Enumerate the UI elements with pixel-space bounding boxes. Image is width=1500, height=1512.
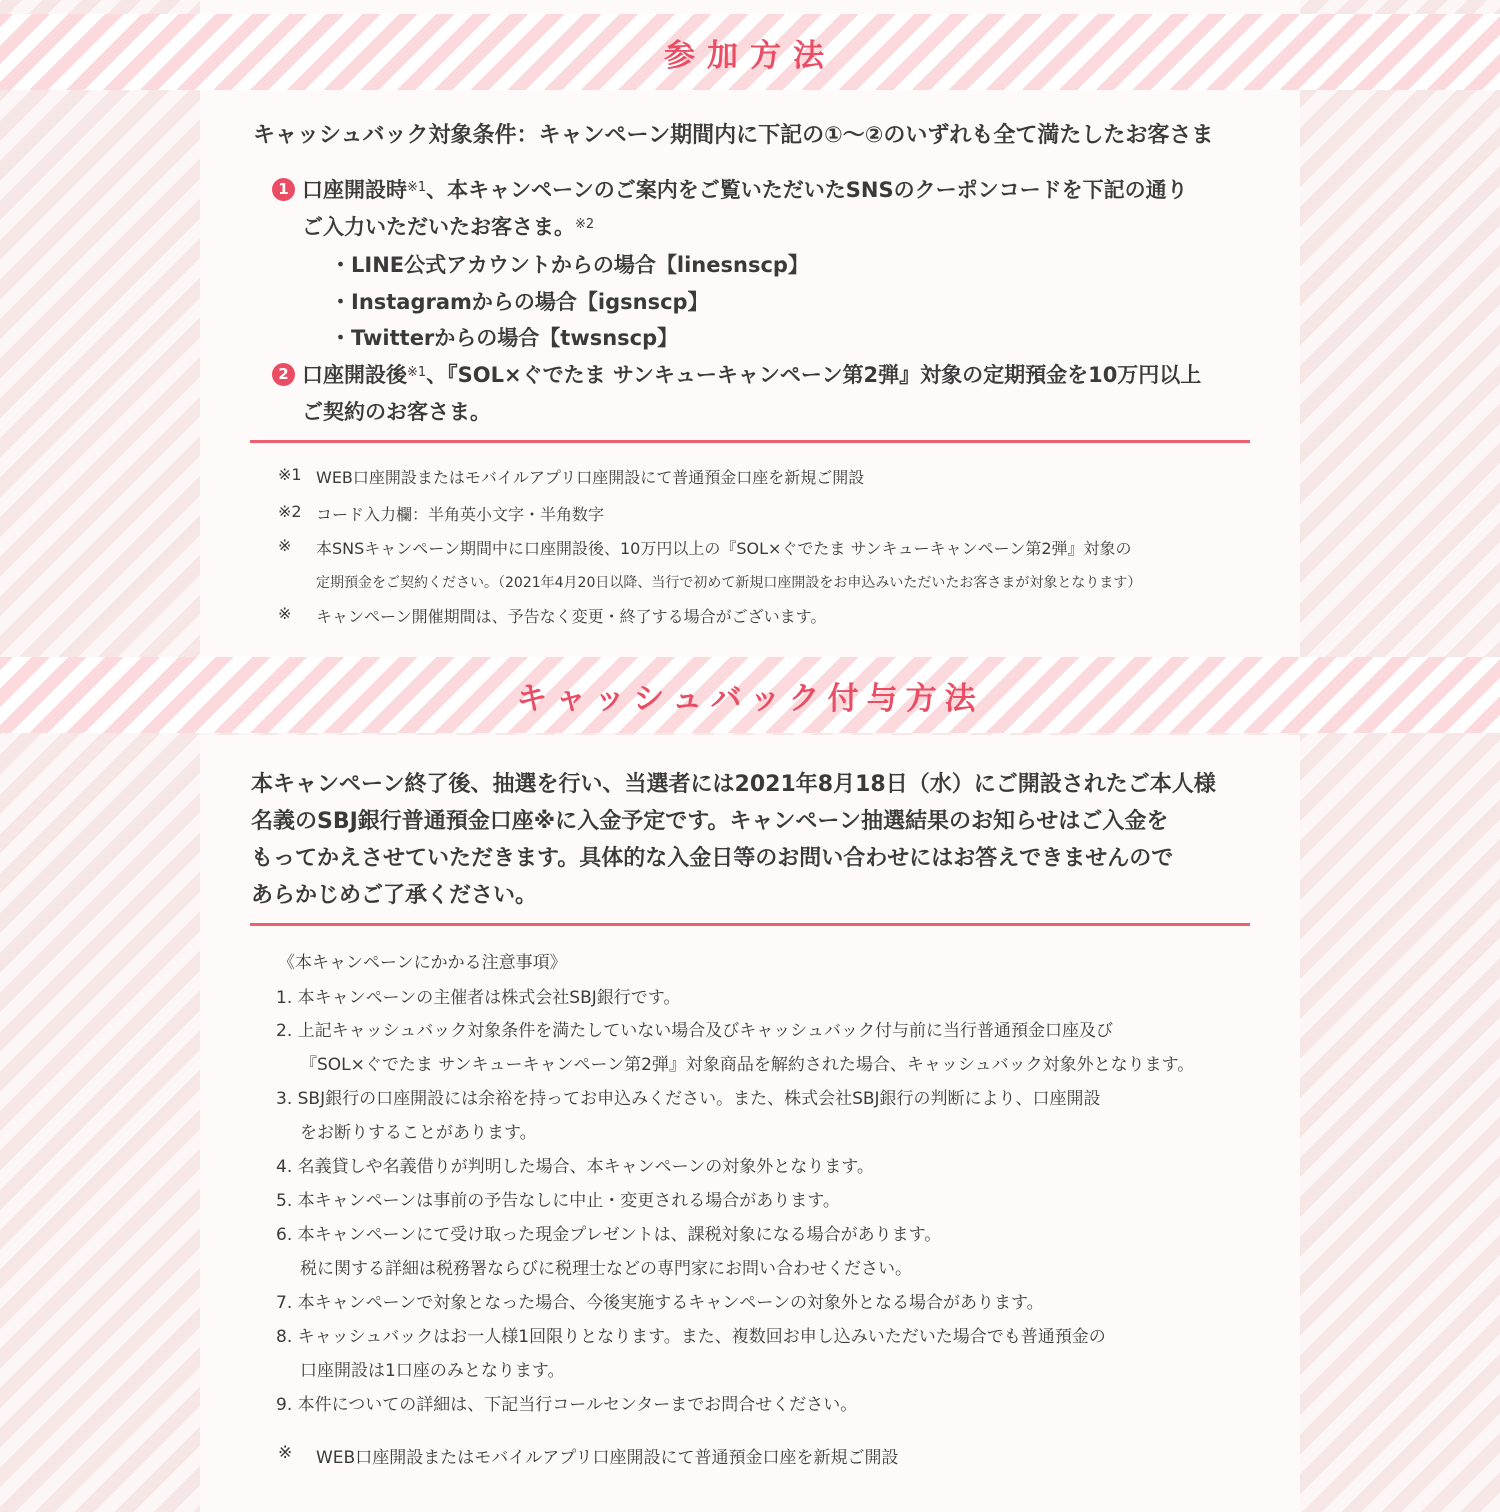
caution-item-2: 2. 上記キャッシュバック対象条件を満たしていない場合及びキャッシュバック付与前に当行普通預金口座及び	[276, 1021, 1113, 1041]
caution-item-4: 4. 名義貸しや名義借りが判明した場合、本キャンペーンの対象外となります。	[276, 1157, 874, 1177]
caution-heading: 《本キャンペーンにかかる注意事項》	[278, 953, 567, 973]
step-2-line-2: ご契約のお客さま。	[302, 400, 491, 424]
step-1-line-2: ご入力いただいたお客さま。$^{※2}$	[302, 215, 595, 239]
cashback-paragraph-line-1: 本キャンペーン終了後、抽選を行い、当選者には2021年8月18日（水）にご開設されたご本人様	[251, 772, 1216, 797]
caution-item-9: 9. 本件についての詳細は、下記当行コールセンターまでお問合せください。	[276, 1395, 858, 1415]
caution-item-5: 5. 本キャンペーンは事前の予告なしに中止・変更される場合があります。	[276, 1191, 840, 1211]
caution-item-6-continued: 税に関する詳細は税務署ならびに税理士などの専門家にお問い合わせください。	[300, 1259, 912, 1279]
caution-item-8: 8. キャッシュバックはお一人様1回限りとなります。また、複数回お申し込みいただいた場合でも普通預金の	[276, 1327, 1106, 1347]
caution-item-2-continued: 『SOL×ぐでたま サンキューキャンペーン第2弾』対象商品を解約された場合、キャッシュバック対象外となります。	[300, 1055, 1195, 1075]
coupon-line: ・LINE公式アカウントからの場合【linesnscp】	[330, 253, 809, 277]
divider-2	[250, 923, 1250, 926]
coupon-instagram: ・Instagramからの場合【igsnscp】	[330, 290, 709, 314]
caution-item-1: 1. 本キャンペーンの主催者は株式会社SBJ銀行です。	[276, 988, 681, 1008]
divider-1	[250, 440, 1250, 443]
step-1-line-1: 口座開設時$^{※1}$、本キャンペーンのご案内をご覧いただいたSNSのクーポンコードを下記の通り	[302, 178, 1188, 202]
caution-item-3-continued: をお断りすることがあります。	[300, 1123, 537, 1143]
caution-item-8-continued: 口座開設は1口座のみとなります。	[300, 1361, 565, 1381]
coupon-twitter: ・Twitterからの場合【twsnscp】	[330, 326, 679, 350]
section-title-participation: 参加方法	[664, 38, 836, 74]
step-number-2-badge: 2	[272, 363, 295, 386]
cashback-paragraph-line-4: あらかじめご了承ください。	[251, 883, 538, 908]
caution-item-3: 3. SBJ銀行の口座開設には余裕を持ってお申込みください。また、株式会社SBJ銀行の判断により、口座開設	[276, 1089, 1101, 1109]
cashback-paragraph-line-3: もってかえさせていただきます。具体的な入金日等のお問い合わせにはお答えできませんので	[251, 846, 1174, 871]
step-2-line-1: 口座開設後$^{※1}$、『SOL×ぐでたま サンキューキャンペーン第2弾』対象の定期預金を10万円以上	[302, 363, 1202, 387]
caution-item-7: 7. 本キャンペーンで対象となった場合、今後実施するキャンペーンの対象外となる場合があります。	[276, 1293, 1044, 1313]
cashback-condition-heading: キャッシュバック対象条件：キャンペーン期間内に下記の①〜②のいずれも全て満たしたお客さま	[253, 123, 1214, 148]
caution-item-6: 6. 本キャンペーンにて受け取った現金プレゼントは、課税対象になる場合があります。	[276, 1225, 942, 1245]
step-number-1-badge: 1	[272, 178, 295, 201]
section-title-cashback-method: キャッシュバック付与方法	[516, 681, 984, 717]
cashback-paragraph-line-2: 名義のSBJ銀行普通預金口座※に入金予定です。キャンペーン抽選結果のお知らせはご入金を	[251, 809, 1169, 834]
